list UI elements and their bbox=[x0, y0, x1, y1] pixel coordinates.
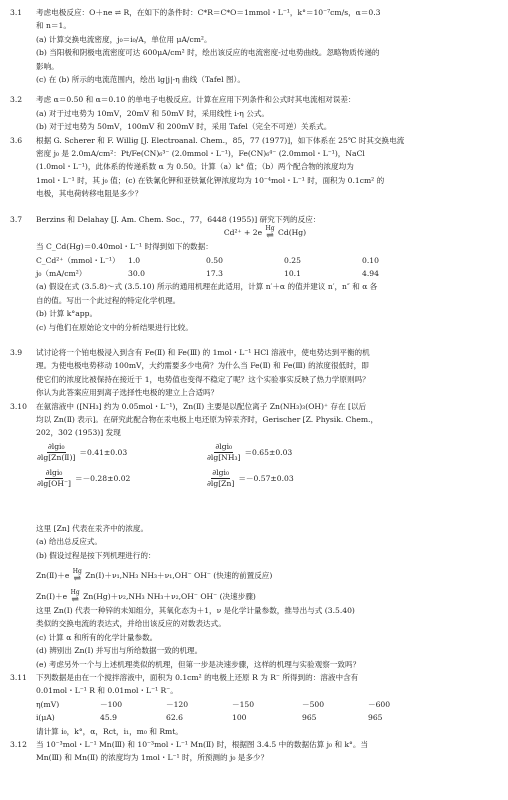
table-row bbox=[36, 254, 422, 267]
table-cell: 10.1 bbox=[284, 268, 301, 278]
problem-number: 3.11 bbox=[10, 673, 27, 683]
problem-number: 3.2 bbox=[10, 95, 23, 105]
fraction-numerator: ∂lgi₀ bbox=[215, 442, 233, 452]
problem-3-2 bbox=[10, 93, 494, 133]
reaction-equation bbox=[36, 226, 494, 240]
derivative-expression bbox=[206, 468, 294, 489]
table-cell: 965 bbox=[368, 713, 383, 723]
table-cell: 1.0 bbox=[128, 255, 141, 265]
data-table bbox=[36, 698, 418, 725]
data-table bbox=[36, 254, 422, 281]
fraction-numerator: ∂lgi₀ bbox=[212, 468, 229, 478]
problem-text: 在氨溶液中 ([NH₃] 约为 0.05mol・L⁻¹)，Zn(Ⅱ) 主要是以配位离子 Zn(NH₃)₃(OH)⁺ 存在 [以后 bbox=[36, 401, 367, 411]
problem-number: 3.1 bbox=[10, 8, 23, 17]
problem-text: Berzins 和 Delahay [J. Am. Chem. Soc.，77，6448 (1955)] 研究下列的反应： bbox=[36, 214, 321, 224]
problem-text: 下列数据是由在一个搅拌溶液中，面积为 0.1cm² 的电极上还原 R 为 R⁻ 所得到的：溶液中含有 bbox=[36, 673, 359, 683]
problem-text: 当 10⁻³mol・L⁻¹ Mn(Ⅲ) 和 10⁻³mol・L⁻¹ Mn(Ⅱ) 时，根据图 3.4.5 中的数据估算 j₀ 和 k°。当 bbox=[36, 740, 369, 750]
problem-part: (a) 计算交换电流密度，j₀＝i₀/A，单位用 μA/cm²。 bbox=[36, 34, 212, 44]
equilibrium-arrow-icon: Hg ⇌ bbox=[72, 568, 82, 584]
problem-text: 这里 [Zn] 代表在汞齐中的浓度。 bbox=[36, 523, 149, 533]
table-cell: 965 bbox=[302, 713, 317, 723]
equation-right: Zn(Hg)＋ν₂,NH₃ NH₃＋ν₂,OH⁻ OH⁻ (决速步骤) bbox=[83, 592, 256, 601]
table-cell: 30.0 bbox=[128, 268, 145, 278]
problem-text: Mn(Ⅲ) 和 Mn(Ⅱ) 的浓度均为 1mol・L⁻¹ 时，所预测的 j₀ 是多少？ bbox=[36, 753, 269, 763]
table-cell: 62.6 bbox=[166, 713, 183, 723]
problem-part: (a) 对于过电势为 10mV，20mV 和 50mV 时，采用线性 i-η 公式。 bbox=[36, 108, 270, 118]
table-cell: －500 bbox=[302, 699, 325, 709]
problem-text: 202，302 (1953)] 发现 bbox=[36, 428, 121, 438]
problem-part: (a) 假设在式 (3.5.8)～式 (3.5.10) 所示的通用机理在此适用，计算 n′＋α 的值并建议 n′，n″ 和 α 各 bbox=[36, 282, 378, 292]
problem-part: (c) 与他们在原始论文中的分析结果进行比较。 bbox=[36, 322, 193, 332]
problem-part: 请计算 i₀，k°，α，Rct，i₁，m₀ 和 Rmt。 bbox=[36, 726, 183, 736]
problem-text: 理。为使电极电势移动 100mV，大约需要多少电荷？为什么当 Fe(Ⅱ) 和 Fe(Ⅲ) 的浓度很低时，即 bbox=[36, 361, 369, 371]
problem-number: 3.7 bbox=[10, 214, 23, 224]
problem-text: 电极，其电荷转移电阻是多少？ bbox=[36, 189, 143, 199]
problem-part: (b) 对于过电势为 50mV，100mV 和 200mV 时，采用 Tafel（完全不可逆）关系式。 bbox=[36, 122, 332, 132]
problem-3-9 bbox=[10, 346, 494, 400]
table-caption: 当 C_Cd(Hg)＝0.40mol・L⁻¹ 时得到如下的数据： bbox=[36, 242, 213, 252]
derivative-expression bbox=[36, 468, 206, 489]
problem-text: 0.01mol・L⁻¹ R 和 0.01mol・L⁻¹ R⁻。 bbox=[36, 686, 178, 696]
problem-text: 和 n＝1。 bbox=[36, 21, 71, 31]
table-cell: －150 bbox=[232, 699, 255, 709]
table-cell: 100 bbox=[232, 713, 247, 723]
fraction-denominator: ∂lg[OH⁻] bbox=[37, 479, 71, 489]
table-cell: －600 bbox=[368, 699, 391, 709]
equation-left: Zn(Ⅰ)＋e bbox=[36, 592, 68, 601]
problem-text: 你认为此答案应用到离子选择性电极的建立上合适吗？ bbox=[36, 388, 219, 398]
problem-part: (b) 假设过程是按下列机理进行的： bbox=[36, 550, 156, 560]
problem-text: 使它们的浓度比被保持在接近于 1，电势值也变得不稳定了呢？这个实验事实反映了热力学原则吗？ bbox=[36, 374, 370, 384]
table-cell: 45.9 bbox=[100, 713, 117, 723]
problem-3-11 bbox=[10, 671, 494, 738]
problem-text: 类似的交换电流的表达式，并给出该反应的对数表达式。 bbox=[36, 619, 226, 629]
problem-part: (c) 计算 α 和所有的化学计量参数。 bbox=[36, 632, 158, 642]
problem-number: 3.12 bbox=[10, 740, 27, 750]
problem-number: 3.10 bbox=[10, 401, 27, 411]
table-cell: j₀（mA/cm²） bbox=[36, 268, 87, 278]
mechanism-step-1 bbox=[36, 569, 494, 583]
derivative-expression bbox=[206, 442, 292, 463]
derivative-value: ＝0.65±0.03 bbox=[244, 448, 293, 458]
table-cell: i(μA) bbox=[36, 713, 55, 723]
table-cell: －120 bbox=[166, 699, 189, 709]
derivative-value: ＝－0.28±0.02 bbox=[75, 474, 131, 484]
arrow-label: Hg bbox=[72, 568, 82, 575]
problem-part: 自的值。写出一个此过程的特定化学机理。 bbox=[36, 295, 181, 305]
problem-part: (a) 给出总反应式。 bbox=[36, 537, 103, 547]
equation-left: Zn(Ⅱ)＋e bbox=[36, 571, 70, 580]
problem-part: (e) 考虑另外一个与上述机理类似的机理，但第一步是决速步骤，这样的机理与实验观察一致吗？ bbox=[36, 659, 361, 669]
table-cell: 0.25 bbox=[284, 255, 301, 265]
fraction-numerator: ∂lgi₀ bbox=[45, 468, 63, 478]
derivative-row bbox=[36, 466, 494, 492]
problem-part: 影响。 bbox=[36, 61, 59, 71]
table-cell: －100 bbox=[100, 699, 123, 709]
table-row bbox=[36, 698, 418, 711]
problem-text: 试讨论将一个铂电极浸入到含有 Fe(Ⅱ) 和 Fe(Ⅲ) 的 1mol・L⁻¹ HCl 溶液中，使电势达到平衡的机 bbox=[36, 347, 370, 357]
table-cell: 4.94 bbox=[362, 268, 379, 278]
equation-right: Zn(Ⅰ)＋ν₁,NH₃ NH₃＋ν₁,OH⁻ OH⁻ (快速的前置反应) bbox=[85, 571, 273, 580]
problem-text: 根据 G. Scherer 和 F. Willig [J. Electroanal. Chem.，85，77 (1977)]，如下体系在 25℃ 时其交换电流 bbox=[36, 135, 405, 145]
problem-part: (b) 当阳极和阴极电流密度可达 600μA/cm² 时，绘出该反应的电流密度-过电势曲线。忽略物质传递的 bbox=[36, 48, 380, 58]
problem-text: 均以 Zn(Ⅱ) 表示]。在研究此配合物在汞电极上电还原为锌汞齐时，Gerischer [Z. Physik. Chem.， bbox=[36, 414, 379, 424]
fraction-denominator: ∂lg[Zn(Ⅱ)] bbox=[37, 453, 76, 463]
fraction bbox=[206, 442, 241, 463]
equation-left: Cd²⁺ + 2e bbox=[223, 228, 263, 238]
table-cell: 17.3 bbox=[206, 268, 223, 278]
fraction-denominator: ∂lg[NH₃] bbox=[207, 453, 241, 463]
derivative-value: ＝0.41±0.03 bbox=[79, 448, 128, 458]
problem-part: (d) 辨别出 Zn(Ⅰ) 并写出与所给数据一致的机理。 bbox=[36, 646, 203, 656]
fraction-denominator: ∂lg[Zn] bbox=[207, 479, 235, 489]
mechanism-step-2 bbox=[36, 590, 494, 604]
fraction bbox=[36, 468, 72, 489]
problem-text: 考虑 α＝0.50 和 α＝0.10 的单电子电极反应。计算在应用下列条件和公式时其电流相对误差： bbox=[36, 95, 356, 105]
equilibrium-arrow-icon: Hg ⇌ bbox=[265, 225, 275, 242]
arrow-label: Hg bbox=[265, 225, 275, 233]
derivative-value: ＝－0.57±0.03 bbox=[238, 474, 294, 484]
problem-part: (b) 计算 k°app。 bbox=[36, 309, 98, 319]
equilibrium-arrow-icon: Hg ⇌ bbox=[70, 589, 80, 605]
problem-text: (1.0mol・L⁻¹)，此体系的传递系数 α 为 0.50。计算（a）k° 值；（b）两个配合物的浓度均为 bbox=[36, 162, 354, 172]
problem-3-7 bbox=[10, 213, 494, 334]
derivative-expression bbox=[36, 442, 206, 463]
problem-3-12 bbox=[10, 738, 494, 765]
table-cell: 0.10 bbox=[362, 255, 379, 265]
table-cell: η(mV) bbox=[36, 699, 60, 709]
problem-text: 密度 j₀ 是 2.0mA/cm²：Pt/Fe(CN)₆³⁻ (2.0mmol・L⁻¹)，Fe(CN)₆⁴⁻ (2.0mmol・L⁻¹)，NaCl bbox=[36, 149, 365, 159]
table-row bbox=[36, 711, 418, 724]
table-cell: C_Cd²⁺（mmol・L⁻¹） bbox=[36, 255, 120, 265]
fraction-numerator: ∂lgi₀ bbox=[47, 442, 65, 452]
fraction bbox=[36, 442, 76, 463]
table-cell: 0.50 bbox=[206, 255, 223, 265]
problem-3-10 bbox=[10, 400, 494, 671]
equation-right: Cd(Hg) bbox=[278, 228, 307, 238]
table-row bbox=[36, 267, 422, 280]
problem-text: 1mol・L⁻¹ 时，其 j₀ 值；(c) 在铁氰化钾和亚铁氰化钾浓度均为 10⁻⁴mol・L⁻¹ 时，面积为 0.1cm² 的 bbox=[36, 175, 385, 185]
arrow-label: Hg bbox=[70, 589, 80, 596]
problem-text: 这里 Zn(Ⅰ) 代表一种锌的未知组分，其氧化态为＋1，ν 是化学计量参数，推导出与式 (3.5.40) bbox=[36, 606, 355, 615]
fraction bbox=[206, 468, 235, 489]
problem-number: 3.9 bbox=[10, 347, 23, 357]
problem-text: 考虑电极反应：O＋ne ⇌ R，在如下的条件时：C*R＝C*O＝1mmol・L⁻¹，k°＝10⁻⁷cm/s，α＝0.3 bbox=[36, 8, 381, 17]
derivative-row bbox=[36, 440, 494, 466]
problem-3-6 bbox=[10, 134, 494, 201]
problem-part: (c) 在 (b) 所示的电流范围内，绘出 lg|j|-η 曲线（Tafel 图）。 bbox=[36, 75, 245, 85]
problem-number: 3.6 bbox=[10, 135, 23, 145]
problem-3-1 bbox=[10, 6, 494, 86]
